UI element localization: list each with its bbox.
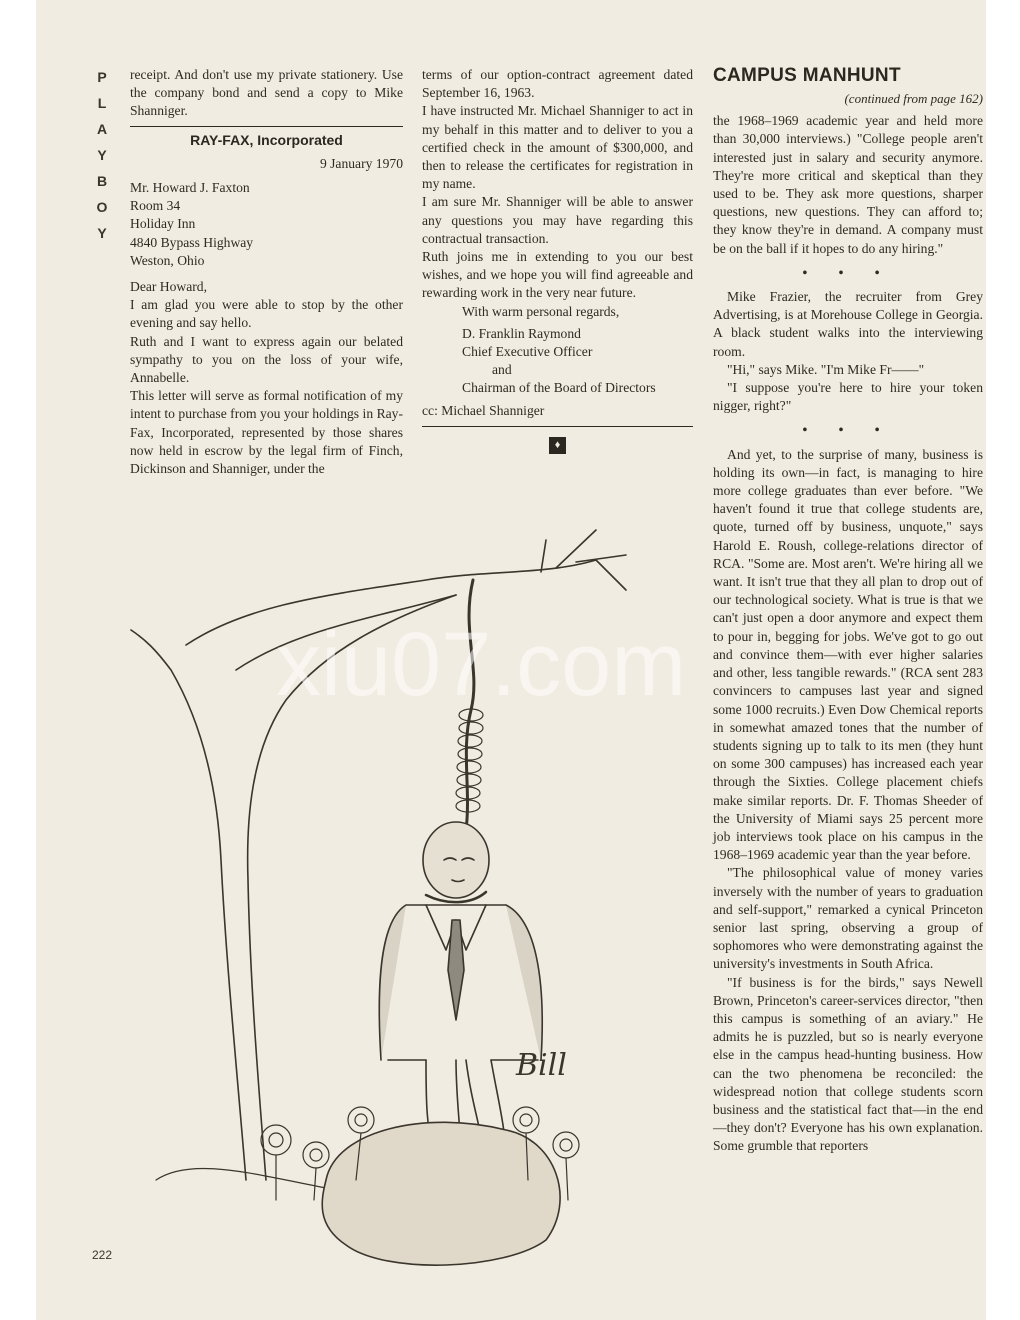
salutation: Dear Howard, [130, 279, 207, 295]
letter-paragraph: I have instructed Mr. Michael Shanniger to act in my behalf in this matter and to deliver to you a certified check in the amount of $300,000, and then to release the certificates for registration in my name. [422, 103, 693, 192]
signature-title-2: Chairman of the Board of Directors [462, 380, 656, 396]
watermark: xiu07.com [276, 615, 687, 715]
masthead-letter: O [96, 199, 108, 215]
signature-and: and [492, 362, 512, 378]
article-paragraph: the 1968–1969 academic year and held more than 30,000 interviews.) "College people aren't interested just in salary and security anymore. They're more critical and skeptical than they used to be. They ask more questions, sharper questions, new questions. They can afford to; they know they're in demand. A company must be on the ball if it hopes to do any hiring." [713, 113, 983, 256]
address-line: Holiday Inn [130, 216, 196, 232]
tree-trunk [131, 630, 246, 1180]
letter-intro: receipt. And don't use my private stationery. Use the company bond and send a copy to Mike Shanniger. [130, 67, 403, 119]
artist-signature: Bill [516, 1048, 567, 1083]
company-name: RAY-FAX, Incorporated [190, 131, 343, 148]
divider [130, 126, 403, 127]
article-paragraph: "The philosophical value of money varies inversely with the number of years to graduation and self-support," remarked a cynical Princeton senior last spring, observing a group of sophomores who were demonstrating against the university's investments in South Africa. [713, 865, 983, 972]
page-number: 222 [92, 1248, 113, 1262]
man-tie [448, 920, 464, 1020]
article-paragraph: Mike Frazier, the recruiter from Grey Advertising, is at Morehouse College in Georgia. A black student walks into the interviewing room. [713, 289, 983, 359]
signature-name: D. Franklin Raymond [462, 325, 581, 341]
end-rule [422, 426, 693, 427]
article-paragraph: And yet, to the surprise of many, business is holding its own—in fact, is managing to hire more college graduates than ever before. "We haven't found it true that college students are, quote, turned off by business, unquote," says Harold E. Roush, college-relations director of RCA. "Some are. Most aren't. We're hiring all we want. It isn't true that they all plan to drop out of our technological society. What is true is that we can't just open a door anymore and expect them to pour in, begging for jobs. We've got to go out and convince them—with ever higher salaries and other, less tangible rewards." (RCA sent 283 convincers to campuses last year and signed some 1000 recruits.) Even Dow Chemical reports in somewhat amazed tones that the number of students signing up to talk to its men (they hunt on some 300 campuses) has increased each year through the Sixties. College placement chiefs make similar reports. Dr. F. Thomas Sheeder of the University of Miami says 25 percent more job interviews took place on his campus in the 1968–1969 academic year than the year before. [713, 446, 983, 863]
continued-note: (continued from page 162) [844, 91, 983, 106]
letter-closing: With warm personal regards, [462, 303, 620, 319]
masthead-letter: Y [97, 147, 107, 163]
article-paragraph: "I suppose you're here to hire your token nigger, right?" [713, 380, 983, 414]
masthead [92, 64, 112, 246]
address-line: 4840 Bypass Highway [130, 234, 254, 250]
article-paragraph: "If business is for the birds," says Newell Brown, Princeton's career-services director, "then this campus is something of an aviary." He admits he is puzzled, but so is nearly everyone else in the campus head-hunting business. How can the two phenomena be reconciled: the widespread notion that college students scorn business and the statistical fact that—in the end—they don't? Everyone has his own explanation. Some grumble that reporters [713, 974, 983, 1154]
masthead-letter: Y [97, 225, 107, 241]
right-column [713, 66, 983, 1156]
address-line: Mr. Howard J. Faxton [130, 180, 250, 196]
article-paragraph: "Hi," says Mike. "I'm Mike Fr——" [727, 361, 925, 377]
rock [322, 1122, 560, 1265]
letter-paragraph: Ruth joins me in extending to you our best wishes, and we hope you will find agreeable and rewarding work in the very near future. [422, 249, 693, 301]
letter-paragraph: terms of our option-contract agreement dated September 16, 1963. [422, 67, 693, 101]
section-dots: • • • [802, 264, 894, 280]
middle-column [422, 66, 693, 454]
cartoon-illustration [126, 500, 706, 1280]
address-block [130, 179, 403, 270]
address-line: Room 34 [130, 198, 181, 214]
left-column [130, 66, 403, 478]
address-line: Weston, Ohio [130, 252, 205, 268]
bunny-end-mark-icon: ♦ [549, 437, 566, 454]
masthead-letter: A [96, 121, 108, 137]
masthead-letter: B [96, 173, 108, 189]
signature-title: Chief Executive Officer [462, 344, 593, 360]
cc-line: cc: Michael Shanniger [422, 402, 545, 418]
magazine-page [36, 0, 986, 1320]
masthead-letter: L [97, 95, 107, 111]
article-heading: CAMPUS MANHUNT [713, 65, 901, 86]
letter-paragraph: I am glad you were able to stop by the other evening and say hello. [130, 297, 403, 331]
letter-date: 9 January 1970 [319, 155, 403, 171]
masthead-letter: P [97, 69, 107, 85]
letter-paragraph: This letter will serve as formal notification of my intent to purchase from you your holdings in Ray-Fax, Incorporated, represented by those shares now held in escrow by the legal firm of Finch, Dickinson and Shanniger, under the [130, 388, 403, 477]
section-dots: • • • [802, 422, 894, 438]
letter-paragraph: I am sure Mr. Shanniger will be able to answer any questions you may have regarding this contractual transaction. [422, 194, 693, 246]
letter-paragraph: Ruth and I want to express again our belated sympathy to you on the loss of your wife, Annabelle. [130, 333, 403, 386]
